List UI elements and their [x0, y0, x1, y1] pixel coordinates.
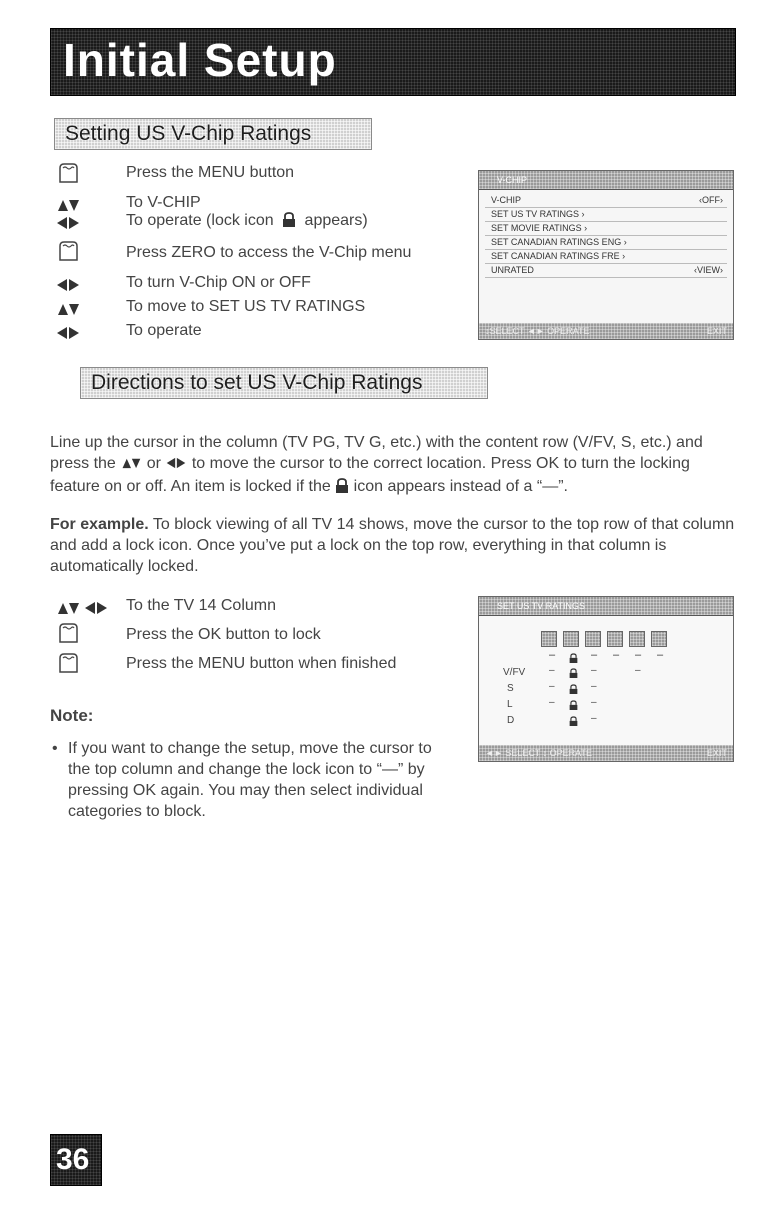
left-right-arrows-icon [55, 274, 81, 296]
content-row-label: D [507, 715, 515, 726]
vchip-menu-screen [478, 170, 734, 340]
page-title: Initial Setup [63, 34, 337, 86]
rating-dash: – [591, 713, 597, 724]
menu-item-set-canadian-fre: SET CANADIAN RATINGS FRE › [485, 250, 727, 264]
vchip-menu-footer: ↕SELECT ◄► OPERATE EXIT [479, 323, 733, 339]
left-right-arrows-icon [55, 322, 81, 344]
rating-dash: – [591, 665, 597, 676]
rating-columns [541, 631, 661, 647]
rating-dash: – [591, 681, 597, 692]
page-number-box [50, 1134, 102, 1186]
step-text: Press ZERO to access the V-Chip menu [126, 244, 412, 261]
menu-item-set-canadian-eng: SET CANADIAN RATINGS ENG › [485, 236, 727, 250]
section-heading-directions: Directions to set US V-Chip Ratings [80, 367, 488, 399]
rating-dash: – [549, 681, 555, 692]
ratings-menu-footer: ◄► SELECT ↕ OPERATE EXIT [479, 745, 733, 761]
step-text: Press the MENU button [126, 164, 295, 181]
remote-icon [55, 240, 81, 262]
page-header-bar [50, 28, 736, 96]
directions-paragraph: Line up the cursor in the column (TV PG, TV G, etc.) with the content row (V/FV, S, etc.) and press the or to move the cursor to the correct location. Press OK to turn the locking feature on or off. An item is locked if the icon appears instead of a “—”. [50, 432, 740, 500]
page-number: 36 [56, 1143, 90, 1176]
arrows-icon [55, 597, 119, 619]
step-text: Press the OK button to lock [126, 626, 321, 643]
step-text: Press the MENU button when finished [126, 655, 397, 672]
lock-icon [282, 212, 296, 233]
lock-icon [569, 668, 578, 682]
step-text: To V-CHIP [126, 194, 201, 211]
step-text-after: appears) [304, 212, 368, 229]
up-down-arrows-icon [55, 298, 81, 320]
rating-dash: – [549, 649, 556, 661]
rating-column-icon [651, 631, 667, 647]
menu-item-unrated: UNRATED ‹VIEW› [485, 264, 727, 278]
left-right-arrows-icon [165, 455, 187, 476]
step-text: To turn V-Chip ON or OFF [126, 274, 311, 291]
remote-icon [55, 622, 81, 644]
content-row-label: V/FV [503, 667, 526, 678]
menu-item-set-us-tv-ratings: SET US TV RATINGS › [485, 208, 727, 222]
rating-dash: – [657, 649, 664, 661]
rating-column-icon [607, 631, 623, 647]
rating-dash: – [549, 697, 555, 708]
content-row-label: S [507, 683, 514, 694]
rating-dash: – [635, 649, 642, 661]
step-text-before: To operate (lock icon [126, 212, 274, 229]
note-text: If you want to change the setup, move the cursor to the top column and change the lock icon to “—” by pressing OK again. You may then select individual categories to block. [68, 740, 432, 820]
lock-icon [335, 478, 349, 500]
menu-item-set-movie-ratings: SET MOVIE RATINGS › [485, 222, 727, 236]
rating-column-icon [629, 631, 645, 647]
example-label: For example. [50, 516, 149, 533]
left-right-arrows-icon [55, 212, 81, 234]
up-down-arrows-icon [120, 455, 142, 476]
lock-icon [569, 700, 578, 714]
example-paragraph: For example. To block viewing of all TV 14 shows, move the cursor to the top row of that column and add a lock icon. Once you’ve put a lock on the top row, everything in that column is automatically locked. [50, 516, 735, 575]
step-text: To move to SET US TV RATINGS [126, 298, 366, 315]
rating-column-icon [563, 631, 579, 647]
ratings-top-row [539, 651, 669, 663]
remote-icon [55, 162, 81, 184]
us-tv-ratings-screen [478, 596, 734, 762]
rating-dash: – [635, 665, 641, 676]
rating-column-icon [585, 631, 601, 647]
rating-dash: – [613, 649, 620, 661]
rating-dash: – [591, 649, 598, 661]
step-text [126, 212, 368, 233]
lock-icon [569, 651, 578, 669]
section-heading-setting-vchip: Setting US V-Chip Ratings [54, 118, 372, 150]
content-row-label: L [507, 699, 513, 710]
lock-icon [569, 684, 578, 698]
menu-item-vchip: V-CHIP ‹OFF› [485, 194, 727, 208]
remote-icon [55, 652, 81, 674]
bullet-icon: • [52, 740, 58, 757]
lock-icon [569, 716, 578, 730]
rating-dash: – [549, 665, 555, 676]
ratings-menu-title: SET US TV RATINGS [479, 597, 733, 616]
vchip-menu-title: V-CHIP [479, 171, 733, 190]
rating-dash: – [591, 697, 597, 708]
rating-column-icon [541, 631, 557, 647]
step-text: To the TV 14 Column [126, 597, 277, 614]
note-label: Note: [50, 706, 94, 725]
step-text: To operate [126, 322, 202, 339]
